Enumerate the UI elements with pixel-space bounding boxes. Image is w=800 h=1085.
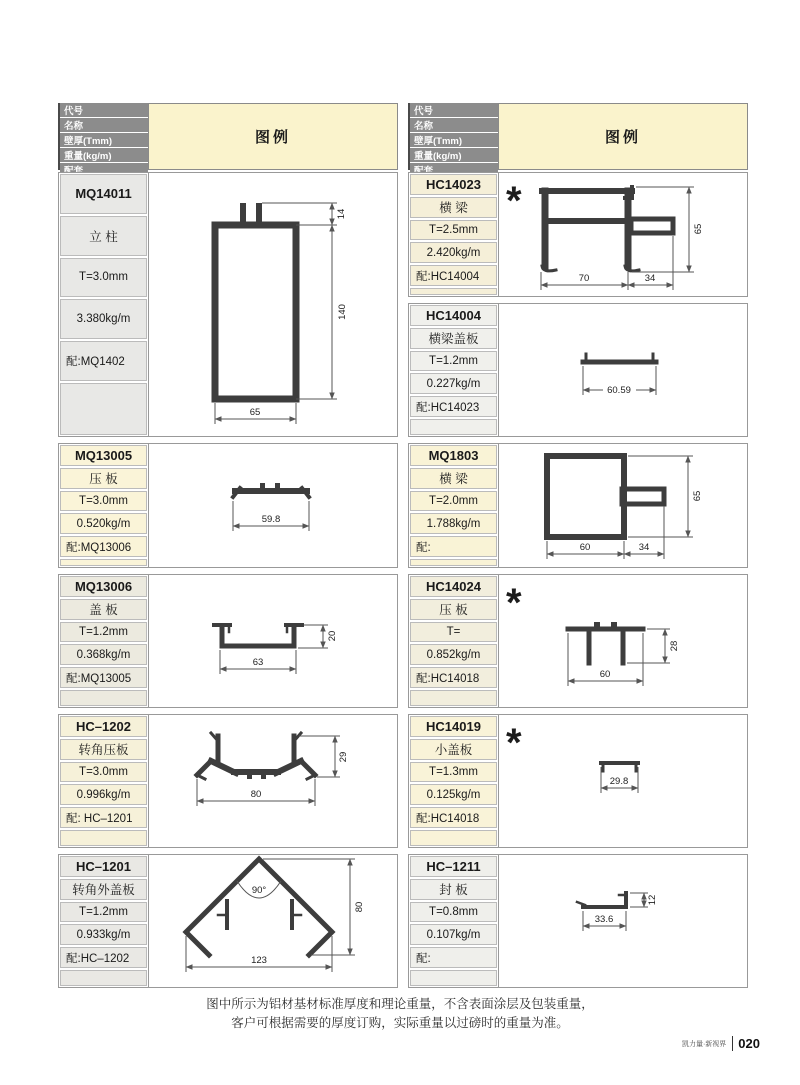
profile-name: 横梁盖板 xyxy=(410,328,497,349)
footnote xyxy=(0,995,800,1034)
spec-filler xyxy=(410,690,497,706)
spec-column xyxy=(59,855,149,987)
asterisk-mark: * xyxy=(506,581,522,625)
dim-label: 34 xyxy=(638,542,650,553)
profile-block-hc14023 xyxy=(408,172,748,297)
footnote-line2: 客户可根据需要的厚度订购，实际重量以过磅时的重量为准。 xyxy=(231,1016,569,1031)
spec-column xyxy=(409,173,499,296)
profile-weight: 0.520kg/m xyxy=(60,513,147,534)
profile-match: 配:HC14018 xyxy=(410,667,497,688)
page-number: 020 xyxy=(732,1036,760,1051)
profile-match: 配: xyxy=(410,536,497,557)
header-row-thickness: 壁厚(Tmm) xyxy=(410,133,498,147)
footnote-line1: 图中所示为铝材基材标准厚度和理论重量，不含表面涂层及包装重量， xyxy=(206,997,594,1011)
spec-column xyxy=(409,575,499,707)
profile-code: HC–1201 xyxy=(60,856,147,877)
header-row-weight: 重量(kg/m) xyxy=(60,148,148,162)
profile-block-mq14011 xyxy=(58,172,398,437)
profile-diagram xyxy=(149,715,397,847)
profile-match: 配:HC14018 xyxy=(410,807,497,828)
dim-label: 29 xyxy=(338,751,349,763)
profile-code: HC–1202 xyxy=(60,716,147,737)
spec-filler xyxy=(410,419,497,435)
profile-match: 配:HC14023 xyxy=(410,396,497,417)
profile-drawing-hc1202 xyxy=(149,715,397,847)
profile-block-mq13006 xyxy=(58,574,398,708)
profile-name: 盖 板 xyxy=(60,599,147,620)
profile-match: 配:MQ13006 xyxy=(60,536,147,557)
header-row-weight: 重量(kg/m) xyxy=(410,148,498,162)
dim-label: 14 xyxy=(336,208,347,220)
profile-match: 配:HC–1202 xyxy=(60,947,147,968)
profile-diagram xyxy=(499,715,747,847)
profile-thickness: T=1.2mm xyxy=(60,622,147,643)
dim-label: 63 xyxy=(252,657,264,668)
profile-thickness: T=3.0mm xyxy=(60,491,147,512)
header-row-name: 名称 xyxy=(60,118,148,132)
profile-drawing-hc1211 xyxy=(499,855,747,987)
dim-label: 123 xyxy=(251,955,267,966)
profile-match: 配:HC14004 xyxy=(410,265,497,286)
spec-filler xyxy=(60,830,147,846)
profile-block-hc1202 xyxy=(58,714,398,848)
right-column xyxy=(408,103,748,988)
profile-drawing-hc14023 xyxy=(499,173,747,296)
header-row-code: 代号 xyxy=(60,103,148,117)
header-label-rows xyxy=(408,103,498,170)
header-row-name: 名称 xyxy=(410,118,498,132)
dim-label: 70 xyxy=(578,273,590,284)
profile-name: 压 板 xyxy=(60,468,147,489)
profile-code: MQ1803 xyxy=(410,445,497,466)
profile-thickness: T=1.3mm xyxy=(410,762,497,783)
profile-code: HC14024 xyxy=(410,576,497,597)
profile-name: 转角外盖板 xyxy=(60,879,147,900)
spec-column xyxy=(409,444,499,567)
dim-label: 59.8 xyxy=(261,514,281,525)
profile-thickness: T=1.2mm xyxy=(410,351,497,372)
dim-label: 60.59 xyxy=(607,385,631,396)
profile-weight: 0.125kg/m xyxy=(410,784,497,805)
profile-thickness: T= xyxy=(410,622,497,643)
brand-slogan: 凯力量·新视界 xyxy=(681,1040,727,1048)
dim-label: 80 xyxy=(250,789,262,800)
profile-diagram xyxy=(149,575,397,707)
profile-weight: 0.227kg/m xyxy=(410,373,497,394)
profile-drawing-mq1803 xyxy=(499,444,747,567)
profile-code: HC14004 xyxy=(410,305,497,326)
profile-name: 横 梁 xyxy=(410,468,497,489)
left-header xyxy=(58,103,398,170)
spec-filler xyxy=(410,970,497,986)
spec-column xyxy=(59,444,149,567)
profile-code: HC14023 xyxy=(410,174,497,195)
dim-label: 80 xyxy=(354,901,365,913)
profile-diagram xyxy=(149,444,397,567)
profile-name: 压 板 xyxy=(410,599,497,620)
profile-match: 配:MQ13005 xyxy=(60,667,147,688)
spec-column xyxy=(409,855,499,987)
profile-diagram xyxy=(149,173,397,436)
legend-header-cell: 图例 xyxy=(498,103,748,170)
spec-column xyxy=(59,715,149,847)
catalog-tables xyxy=(58,103,748,988)
spec-column xyxy=(409,715,499,847)
profile-match: 配: HC–1201 xyxy=(60,807,147,828)
profile-diagram xyxy=(149,855,397,987)
profile-weight: 1.788kg/m xyxy=(410,513,497,534)
profile-block-mq13005 xyxy=(58,443,398,568)
profile-code: HC–1211 xyxy=(410,856,497,877)
profile-block-hc14019 xyxy=(408,714,748,848)
page-footer xyxy=(682,1036,760,1051)
dim-label: 12 xyxy=(647,894,658,906)
profile-match: 配:MQ1402 xyxy=(60,341,147,381)
dim-label: 29.8 xyxy=(609,776,629,787)
spec-filler xyxy=(410,288,497,295)
profile-weight: 0.996kg/m xyxy=(60,784,147,805)
profile-diagram xyxy=(499,575,747,707)
profile-thickness: T=1.2mm xyxy=(60,902,147,923)
profile-thickness: T=0.8mm xyxy=(410,902,497,923)
spec-filler xyxy=(60,690,147,706)
profile-code: MQ13005 xyxy=(60,445,147,466)
profile-match: 配: xyxy=(410,947,497,968)
profile-name: 转角压板 xyxy=(60,739,147,760)
profile-drawing-hc14024 xyxy=(499,575,747,707)
profile-diagram xyxy=(499,304,747,436)
profile-thickness: T=3.0mm xyxy=(60,762,147,783)
profile-weight: 0.107kg/m xyxy=(410,924,497,945)
spec-filler xyxy=(60,559,147,566)
profile-code: MQ14011 xyxy=(60,174,147,214)
left-column xyxy=(58,103,398,988)
spec-filler xyxy=(410,559,497,566)
asterisk-mark: * xyxy=(506,179,522,223)
profile-weight: 0.852kg/m xyxy=(410,644,497,665)
profile-name: 横 梁 xyxy=(410,197,497,218)
dim-label: 65 xyxy=(693,223,704,235)
profile-drawing-hc14004 xyxy=(499,304,747,436)
profile-block-mq1803 xyxy=(408,443,748,568)
profile-block-hc1211 xyxy=(408,854,748,988)
profile-weight: 0.368kg/m xyxy=(60,644,147,665)
angle-label: 90° xyxy=(251,885,267,896)
spec-column xyxy=(59,575,149,707)
dim-label: 60 xyxy=(579,542,591,553)
spec-filler xyxy=(60,970,147,986)
dim-label: 20 xyxy=(327,630,338,642)
legend-header-cell: 图例 xyxy=(148,103,398,170)
profile-drawing-hc1201 xyxy=(149,855,397,987)
profile-diagram xyxy=(499,444,747,567)
header-label-rows xyxy=(58,103,148,170)
profile-name: 小盖板 xyxy=(410,739,497,760)
profile-block-hc14004 xyxy=(408,303,748,437)
spec-column xyxy=(59,173,149,436)
dim-label: 140 xyxy=(337,304,348,320)
profile-diagram xyxy=(499,173,747,296)
profile-drawing-mq13006 xyxy=(149,575,397,707)
profile-weight: 3.380kg/m xyxy=(60,299,147,339)
right-header xyxy=(408,103,748,170)
dim-label: 65 xyxy=(249,407,261,418)
profile-thickness: T=3.0mm xyxy=(60,258,147,298)
spec-column xyxy=(409,304,499,436)
dim-label: 60 xyxy=(599,669,611,680)
profile-thickness: T=2.0mm xyxy=(410,491,497,512)
dim-label: 34 xyxy=(644,273,656,284)
profile-drawing-hc14019 xyxy=(499,715,747,847)
profile-diagram xyxy=(499,855,747,987)
profile-name: 封 板 xyxy=(410,879,497,900)
spec-filler xyxy=(410,830,497,846)
profile-block-hc1201 xyxy=(58,854,398,988)
profile-code: HC14019 xyxy=(410,716,497,737)
dim-label: 65 xyxy=(692,490,703,502)
profile-drawing-mq13005 xyxy=(149,444,397,567)
profile-block-hc14024 xyxy=(408,574,748,708)
profile-thickness: T=2.5mm xyxy=(410,220,497,241)
profile-weight: 2.420kg/m xyxy=(410,242,497,263)
profile-drawing-mq14011 xyxy=(149,173,397,436)
header-row-thickness: 壁厚(Tmm) xyxy=(60,133,148,147)
spec-filler xyxy=(60,383,147,435)
header-row-code: 代号 xyxy=(410,103,498,117)
dim-label: 28 xyxy=(669,640,680,652)
profile-weight: 0.933kg/m xyxy=(60,924,147,945)
profile-code: MQ13006 xyxy=(60,576,147,597)
profile-name: 立 柱 xyxy=(60,216,147,256)
dim-label: 33.6 xyxy=(594,914,614,925)
asterisk-mark: * xyxy=(506,721,522,765)
